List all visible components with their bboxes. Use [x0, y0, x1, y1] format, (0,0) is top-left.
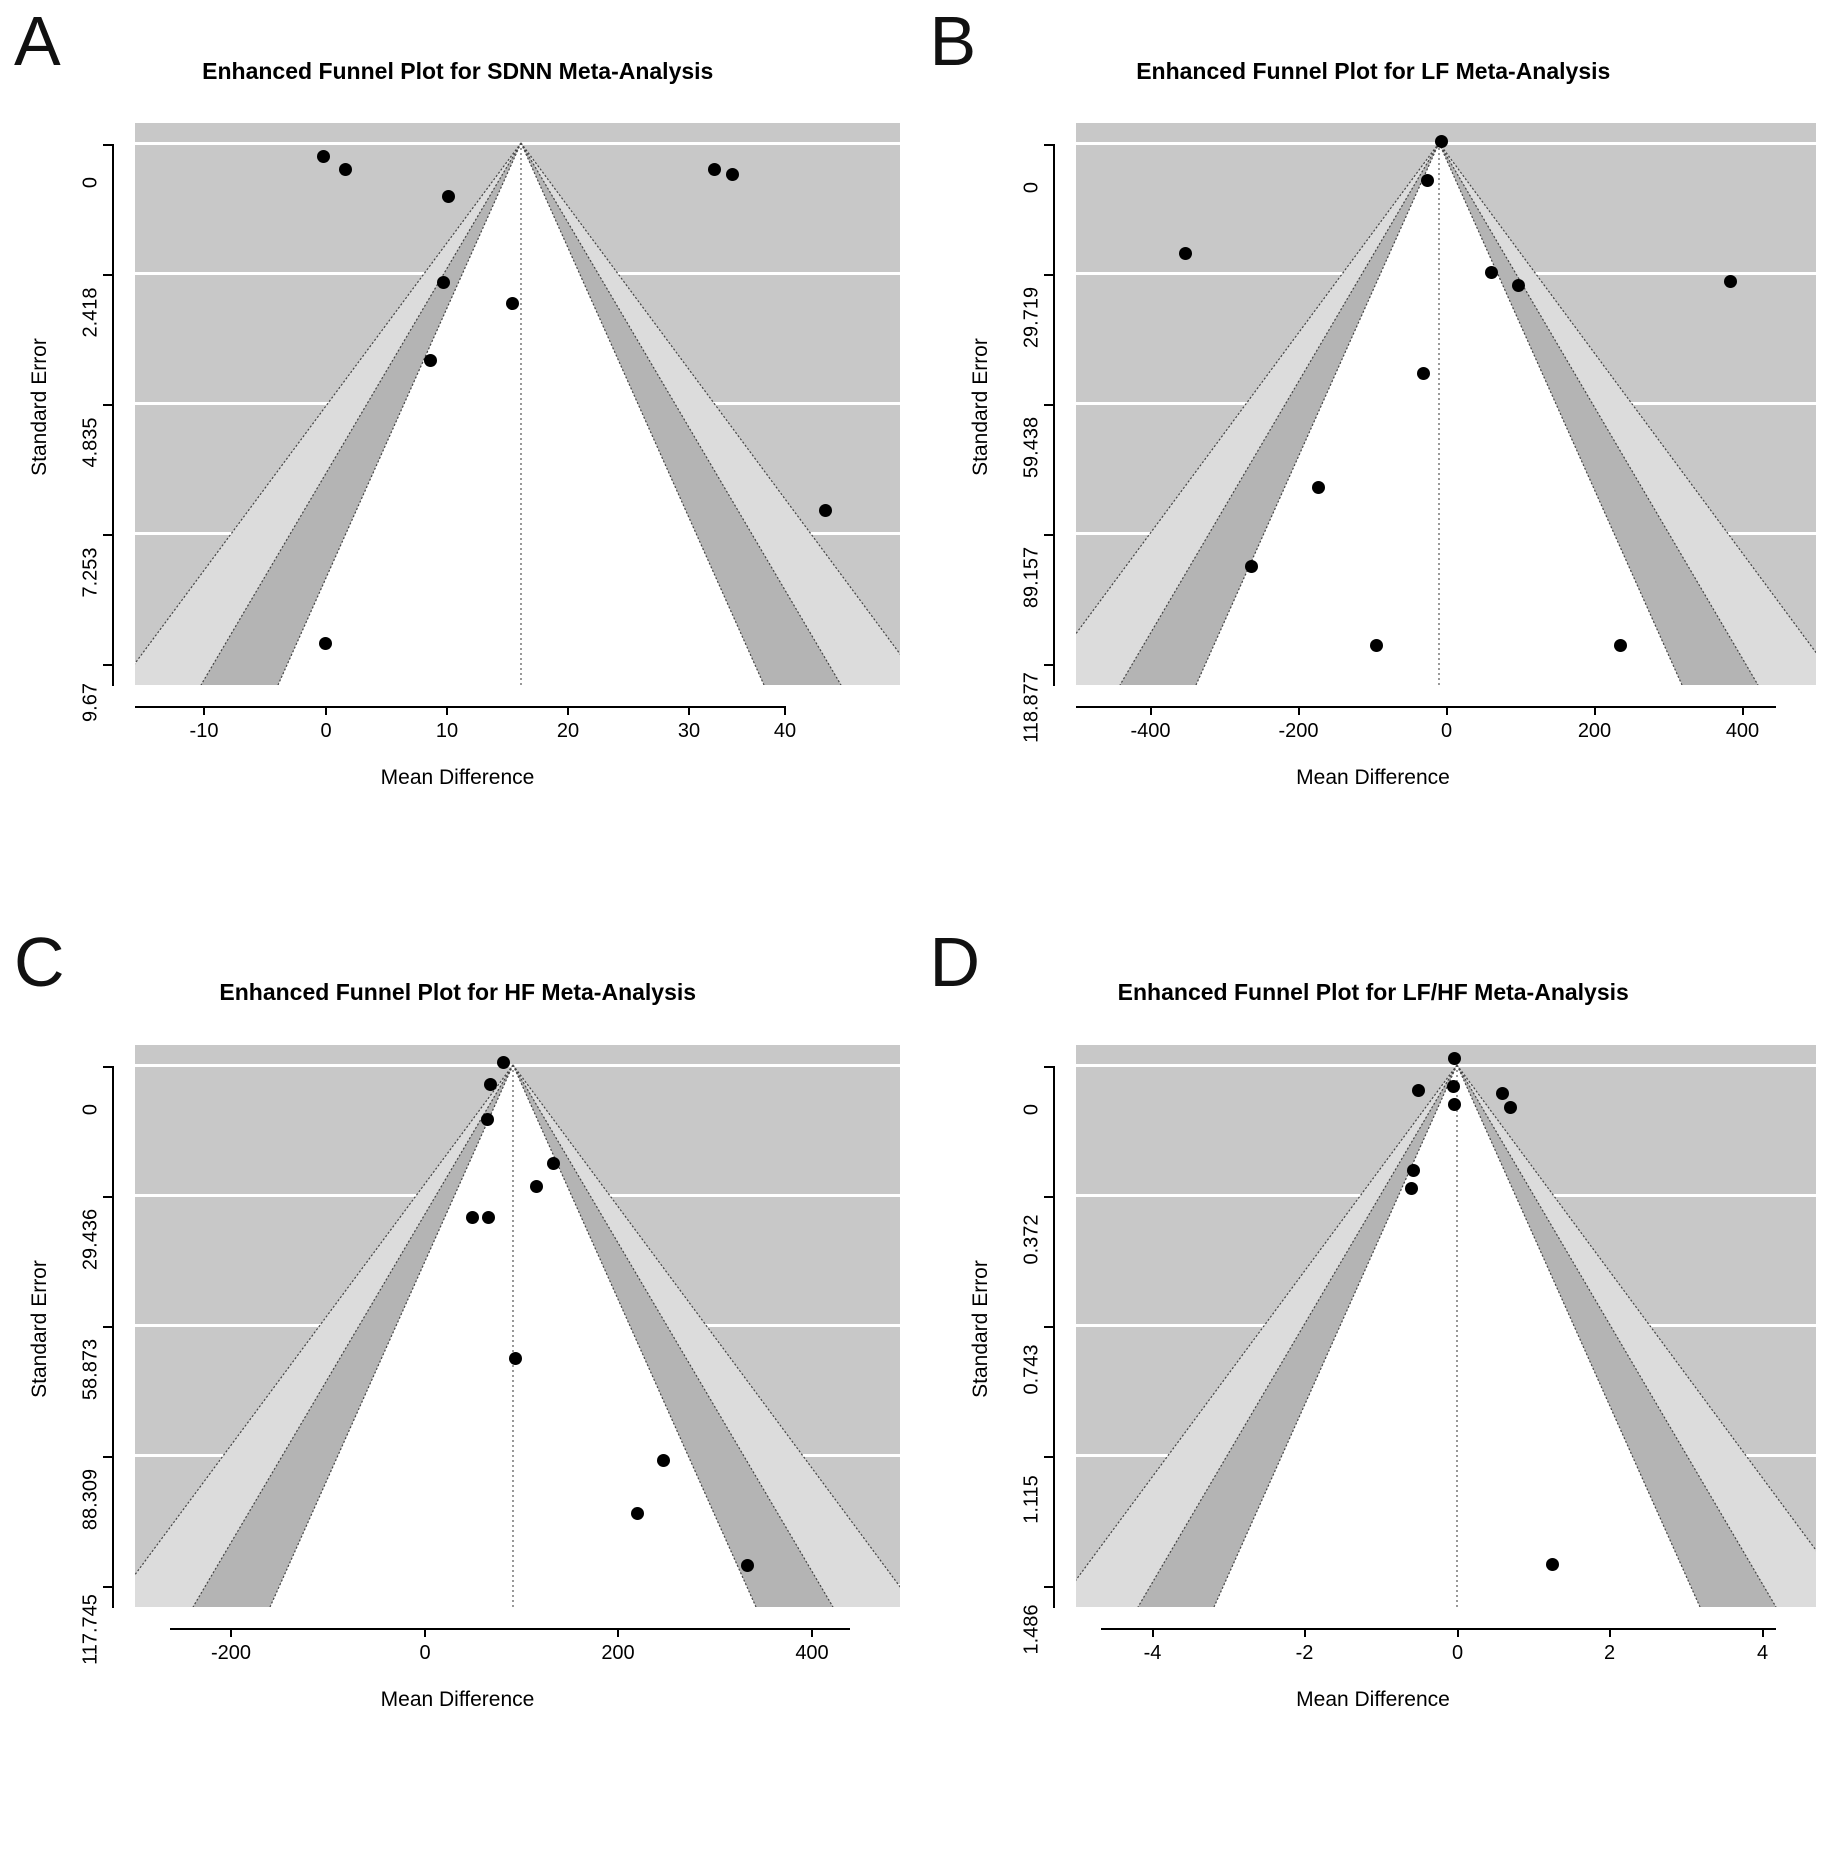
y-tick-label: 0 [1020, 181, 1042, 194]
y-tick [103, 664, 113, 666]
panel-b-x-axis [1076, 706, 1776, 708]
x-tick [617, 1628, 619, 1637]
y-tick [103, 1586, 113, 1588]
x-tick [424, 1628, 426, 1637]
panel-d [916, 922, 1831, 1869]
data-point [437, 276, 450, 289]
x-tick-label: -4 [1143, 1641, 1162, 1664]
y-tick-label: 118.877 [1020, 672, 1042, 743]
data-point [506, 297, 519, 310]
data-point [1448, 1098, 1461, 1111]
y-tick-label: 0 [1020, 1103, 1042, 1115]
data-point [1179, 247, 1192, 260]
x-tick-label: -2 [1295, 1641, 1314, 1664]
x-tick [1609, 1628, 1611, 1637]
panel-a-letter: A [14, 2, 61, 80]
x-tick [1150, 706, 1152, 715]
data-point [708, 163, 721, 176]
panel-d-y-axis-title: Standard Error [968, 1259, 992, 1398]
y-tick-label: 58.873 [79, 1338, 102, 1400]
y-tick-label: 88.309 [79, 1468, 102, 1530]
x-tick [1457, 1628, 1459, 1637]
x-tick-label: 200 [601, 1641, 635, 1664]
y-tick [1044, 664, 1054, 666]
data-point [1448, 1052, 1461, 1065]
panel-c [0, 922, 916, 1869]
panel-c-title: Enhanced Funnel Plot for HF Meta-Analysis [219, 978, 697, 1005]
panel-d-plot [916, 935, 1831, 1869]
x-tick [1594, 706, 1596, 715]
y-tick [1044, 1196, 1054, 1198]
data-point [1724, 275, 1737, 288]
panel-d-y-axis [1053, 1066, 1055, 1608]
x-tick [811, 1628, 813, 1637]
y-tick-label: 29.436 [79, 1208, 102, 1270]
x-tick-label: -200 [210, 1641, 252, 1664]
data-point [726, 168, 739, 181]
y-tick [1044, 144, 1054, 146]
data-point [1245, 560, 1258, 573]
y-tick [103, 1326, 113, 1328]
y-tick-label: 0.372 [1020, 1213, 1042, 1265]
y-tick-label: 1.486 [1020, 1603, 1042, 1655]
x-tick-label: -200 [1278, 720, 1319, 742]
panel-d-x-axis [1101, 1628, 1776, 1630]
x-tick [1762, 1628, 1764, 1637]
panel-b-plot-area [1076, 123, 1816, 685]
panel-a-y-axis [112, 144, 114, 686]
x-tick-label: 400 [795, 1641, 829, 1664]
x-tick [1446, 706, 1448, 715]
x-tick [203, 706, 205, 715]
x-tick [688, 706, 690, 715]
data-point [1412, 1084, 1425, 1097]
y-tick-label: 1.115 [1020, 1474, 1042, 1524]
panel-b-letter: B [929, 2, 977, 80]
data-point [1370, 639, 1383, 652]
data-point [1312, 481, 1325, 494]
data-point [1546, 1558, 1559, 1571]
panel-c-funnel-contours [135, 1045, 900, 1607]
data-point [819, 504, 832, 517]
y-tick-label: 0 [79, 1103, 102, 1115]
x-tick [1298, 706, 1300, 715]
data-point [1405, 1182, 1418, 1195]
y-tick-label: 7.253 [79, 547, 102, 598]
panel-c-plot-area [135, 1045, 900, 1607]
x-tick-label: 0 [1451, 1641, 1464, 1664]
data-point [1417, 367, 1430, 380]
x-tick [1304, 1628, 1306, 1637]
data-point [1512, 279, 1525, 292]
data-point [657, 1454, 670, 1467]
x-tick [325, 706, 327, 715]
panel-c-x-axis-title: Mean Difference [380, 1687, 535, 1711]
y-tick [1044, 1326, 1054, 1328]
y-tick [103, 404, 113, 406]
y-tick-label: 0 [79, 176, 102, 189]
y-tick [1044, 1066, 1054, 1068]
x-tick-label: -400 [1130, 720, 1171, 742]
panel-b-plot [916, 0, 1831, 934]
x-tick-label: -10 [189, 720, 219, 742]
panel-a-funnel-contours [135, 123, 900, 685]
x-tick-label: 400 [1725, 720, 1760, 742]
panel-c-x-axis [170, 1628, 850, 1630]
panel-d-funnel-contours [1076, 1045, 1816, 1607]
data-point [509, 1352, 522, 1365]
x-tick-label: 200 [1577, 720, 1612, 742]
x-tick-label: 40 [773, 720, 797, 742]
data-point [339, 163, 352, 176]
panel-a-title: Enhanced Funnel Plot for SDNN Meta-Analysis [202, 58, 714, 84]
panel-a-y-axis-title: Standard Error [28, 338, 51, 476]
x-tick-label: 4 [1756, 1641, 1769, 1664]
x-tick-label: 2 [1603, 1641, 1616, 1664]
y-tick-label: 59.438 [1020, 416, 1042, 479]
data-point [319, 637, 332, 650]
panel-d-title: Enhanced Funnel Plot for LF/HF Meta-Analysis [1117, 978, 1629, 1005]
y-tick [103, 1066, 113, 1068]
y-tick [103, 534, 113, 536]
x-tick [446, 706, 448, 715]
y-tick [103, 274, 113, 276]
panel-a-plot-area [135, 123, 900, 685]
data-point [1614, 639, 1627, 652]
x-tick-label: 30 [677, 720, 701, 742]
panel-b-y-axis [1053, 144, 1055, 686]
y-tick [1044, 404, 1054, 406]
y-tick [103, 144, 113, 146]
x-tick [1742, 706, 1744, 715]
x-tick [1152, 1628, 1154, 1637]
x-tick [784, 706, 786, 715]
data-point [497, 1056, 510, 1069]
panel-b-funnel-contours [1076, 123, 1816, 685]
x-tick-label: 0 [320, 720, 332, 742]
y-tick-label: 0.743 [1020, 1343, 1042, 1395]
y-tick-label: 117.745 [79, 1593, 102, 1665]
y-tick [1044, 274, 1054, 276]
panel-c-letter: C [14, 922, 65, 1001]
y-tick-label: 4.835 [79, 417, 102, 468]
data-point [1435, 135, 1448, 148]
y-tick-label: 89.157 [1020, 546, 1042, 609]
panel-d-x-axis-title: Mean Difference [1296, 1687, 1450, 1711]
y-tick-label: 9.67 [79, 683, 102, 722]
y-tick [1044, 1586, 1054, 1588]
data-point [466, 1211, 479, 1224]
data-point [482, 1211, 495, 1224]
y-tick [103, 1196, 113, 1198]
data-point [481, 1113, 494, 1126]
x-tick-label: 10 [435, 720, 459, 742]
y-tick [1044, 534, 1054, 536]
data-point [317, 150, 330, 163]
data-point [1496, 1087, 1509, 1100]
x-tick-label: 0 [419, 1641, 431, 1664]
data-point [1447, 1080, 1460, 1093]
data-point [547, 1157, 560, 1170]
panel-d-plot-area [1076, 1045, 1816, 1607]
panel-a-x-axis-title: Mean Difference [380, 766, 535, 789]
data-point [442, 190, 455, 203]
x-tick [567, 706, 569, 715]
data-point [1504, 1101, 1517, 1114]
panel-c-y-axis-title: Standard Error [28, 1259, 51, 1398]
data-point [1485, 266, 1498, 279]
data-point [530, 1180, 543, 1193]
y-tick-label: 29.719 [1020, 286, 1042, 349]
x-tick-label: 0 [1440, 720, 1453, 742]
y-tick [1044, 1456, 1054, 1458]
panel-c-y-axis [112, 1066, 114, 1608]
panel-c-plot [0, 935, 915, 1869]
x-tick [230, 1628, 232, 1637]
panel-a-plot [0, 0, 915, 934]
y-tick [103, 1456, 113, 1458]
panel-b-x-axis-title: Mean Difference [1296, 766, 1450, 789]
x-tick-label: 20 [556, 720, 580, 742]
data-point [1421, 174, 1434, 187]
data-point [484, 1078, 497, 1091]
panel-b-y-axis-title: Standard Error [968, 338, 992, 476]
panel-d-letter: D [929, 922, 981, 1001]
panel-a [0, 0, 916, 935]
data-point [741, 1559, 754, 1572]
y-tick-label: 2.418 [79, 287, 102, 338]
panel-b-title: Enhanced Funnel Plot for LF Meta-Analysis [1136, 58, 1611, 84]
data-point [424, 354, 437, 367]
data-point [1407, 1164, 1420, 1177]
data-point [631, 1507, 644, 1520]
panel-b [916, 0, 1831, 935]
